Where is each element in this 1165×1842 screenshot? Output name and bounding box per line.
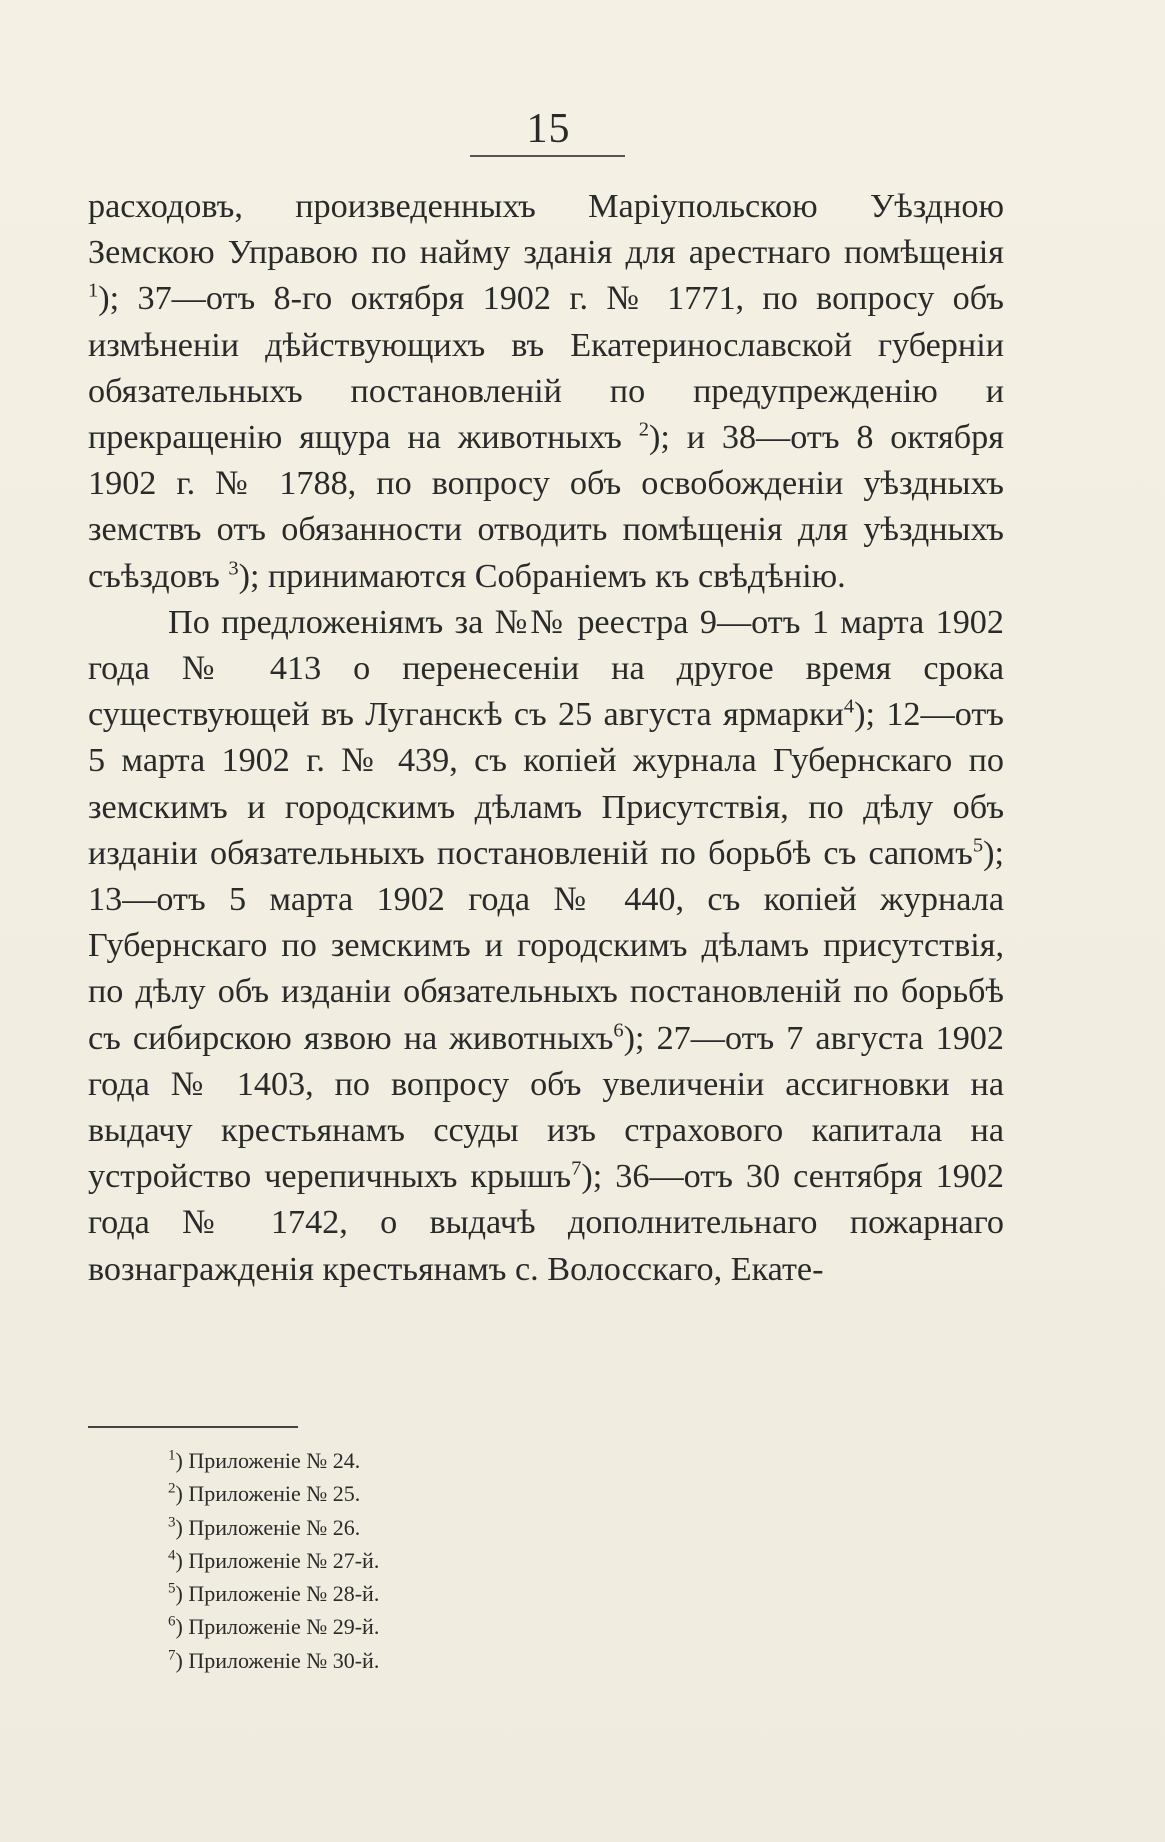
footnote-ref: 4 <box>843 695 855 718</box>
footnote-mark: 7 <box>168 1647 176 1664</box>
footnotes-list <box>168 1444 768 1677</box>
footnote-mark: 5 <box>168 1580 176 1597</box>
footnote-mark: 2 <box>168 1480 176 1497</box>
footnote-text: ) Приложеніе № 27-й. <box>175 1547 380 1573</box>
paragraph-text: ); принимаются Собраніемъ къ свѣдѣнію. <box>238 557 846 595</box>
footnote-text: ) Приложеніе № 26. <box>175 1514 361 1540</box>
footnote-text: ) Приложеніе № 29-й. <box>175 1614 380 1640</box>
paragraph-text: ); 37—отъ 8-го октября 1902 г. № 1771, по вопросу объ измѣненіи дѣйствующихъ въ Екатеринославской губерніи обязательныхъ постановленій по предупрежденію и прекращенію ящура на животныхъ <box>88 280 1004 457</box>
footnote-5 <box>168 1577 768 1610</box>
paragraph-text: ); 36—отъ 30 сентября 1902 года № 1742, о выдачѣ дополнительнаго пожарнаго вознагражденія крестьянамъ с. Волосскаго, Екате- <box>88 1158 1004 1288</box>
footnote-1 <box>168 1444 768 1477</box>
paragraph-text: ); 27—отъ 7 августа 1902 года № 1403, по вопросу объ увеличеніи ассигновки на выдачу крестьянамъ ссуды изъ страхового капитала на устройство черепичныхъ крышъ <box>88 1019 1004 1196</box>
footnote-7 <box>168 1644 768 1677</box>
footnote-ref: 2 <box>638 418 649 441</box>
footnote-mark: 3 <box>168 1514 176 1531</box>
footnote-text: ) Приложеніе № 28-й. <box>175 1581 380 1607</box>
footnote-text: ) Приложеніе № 24. <box>175 1448 361 1473</box>
paragraph-text: ); 12—отъ 5 марта 1902 г. № 439, съ копіей журнала Губернскаго по земскимъ и городскимъ дѣламъ Присутствія, по дѣлу объ изданіи обязательныхъ постановленій по борьбѣ съ сапомъ <box>88 696 1004 872</box>
footnote-rule <box>88 1426 298 1428</box>
footnote-text: ) Приложеніе № 30-й. <box>175 1647 380 1673</box>
paragraph-2 <box>88 600 1004 1293</box>
footnote-ref: 3 <box>228 557 239 580</box>
footnote-mark: 4 <box>168 1547 176 1564</box>
main-text <box>88 184 1004 1293</box>
paragraph-text: По предложеніямъ за №№ реестра 9—отъ 1 марта 1902 года № 413 о перенесеніи на другое время срока существующей въ Луганскѣ съ 25 августа ярмарки <box>88 603 1004 734</box>
footnote-mark: 1 <box>168 1447 176 1464</box>
footnote-text: ) Приложеніе № 25. <box>175 1481 361 1507</box>
footnote-ref: 6 <box>613 1019 624 1042</box>
paragraph-1 <box>88 184 1004 600</box>
footnote-ref: 1 <box>88 280 99 303</box>
footnote-4 <box>168 1544 768 1577</box>
footnote-ref: 5 <box>972 834 984 857</box>
page-number: 15 <box>526 106 571 152</box>
paragraph-text: расходовъ, произведенныхъ Маріупольскою Уѣздною Земскою Управою по найму зданія для арестнаго помѣщенія <box>88 188 1004 272</box>
footnote-6 <box>168 1610 768 1643</box>
footnote-2 <box>168 1477 768 1510</box>
footnote-mark: 6 <box>168 1614 176 1631</box>
page-header <box>0 108 1097 150</box>
footnote-3 <box>168 1511 768 1544</box>
header-rule <box>470 155 625 157</box>
footnote-ref: 7 <box>571 1157 582 1180</box>
paragraph-text: ); и 38—отъ 8 октября 1902 г. № 1788, по вопросу объ освобожденіи уѣздныхъ земствъ отъ обязанности отводить помѣщенія для уѣздныхъ съѣздовъ <box>88 419 1004 595</box>
paragraph-text: ); 13—отъ 5 марта 1902 года № 440, съ копіей журнала Губернскаго по земскимъ и городскимъ дѣламъ присутствія, по дѣлу объ изданіи обязательныхъ постановленій по борьбѣ съ сибирскою язвою на животныхъ <box>88 834 1004 1057</box>
